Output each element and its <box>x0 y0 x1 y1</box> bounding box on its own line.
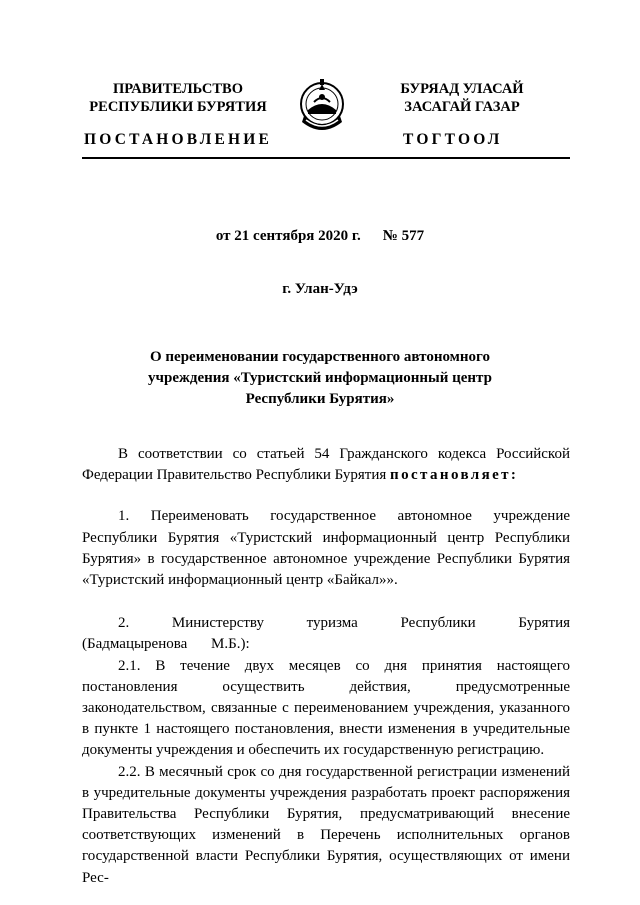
paragraph-2: 2. Министерству туризма Республики Бурятия (Бадмацыренова М.Б.): <box>82 615 570 653</box>
title-line-1: О переименовании государственного автономного <box>150 349 490 365</box>
title-line-2: учреждения «Туристский информационный центр <box>148 370 492 386</box>
government-name-russian <box>78 80 278 116</box>
header-divider <box>82 157 570 159</box>
doctype-buryat: ТОГТООЛ <box>403 131 503 148</box>
paragraph-2-1: 2.1. В течение двух месяцев со дня принятия настоящего постановления осуществить действия, предусмотренные законодательством, связанные с переименованием учреждения, указанного в пункте 1 настоящего постановления, внести изменения в учредительные документы учреждения и обеспечить их государственную регистрацию. <box>82 657 570 759</box>
government-name-line-2: РЕСПУБЛИКИ БУРЯТИЯ <box>89 99 267 115</box>
date-line <box>0 228 640 245</box>
paragraph-1: 1. Переименовать государственное автономное учреждение Республики Бурятия «Туристский информационный центр Республики Бурятия» в государственное автономное учреждение Республики Бурятия «Туристский информационный центр «Байкал»». <box>82 508 570 589</box>
doctype-russian: ПОСТАНОВЛЕНИЕ <box>84 131 273 148</box>
government-name-line-1: ПРАВИТЕЛЬСТВО <box>113 81 243 97</box>
city: г. Улан-Удэ <box>282 281 358 297</box>
decree-verb: постановляет: <box>390 467 519 484</box>
government-name-buryat <box>362 80 562 116</box>
decree-number: № 577 <box>382 228 425 244</box>
decree-title <box>110 347 530 410</box>
government-name-buryat-line-1: БУРЯАД УЛАСАЙ <box>400 81 524 97</box>
paragraph-2-2: 2.2. В месячный срок со дня государственной регистрации изменений в учредительные документы учреждения разработать проект распоряжения Правительства Республики Бурятия, предусматривающий внесение соответствующих изменений в Перечень исполнительных органов государственной власти Республики Бурятия, осуществляющих от имени Рес- <box>82 763 570 886</box>
intro-text: В соответствии со статьей 54 Гражданского кодекса Российской Федерации Правительство Республики Бурятия <box>82 446 570 484</box>
decree-date: от 21 сентября 2020 г. <box>215 228 361 244</box>
intro-paragraph <box>82 444 570 486</box>
title-line-3: Республики Бурятия» <box>245 391 395 407</box>
decree-body <box>82 444 570 889</box>
government-name-buryat-line-2: ЗАСАГАЙ ГАЗАР <box>404 99 520 115</box>
coat-of-arms-icon <box>296 76 348 138</box>
